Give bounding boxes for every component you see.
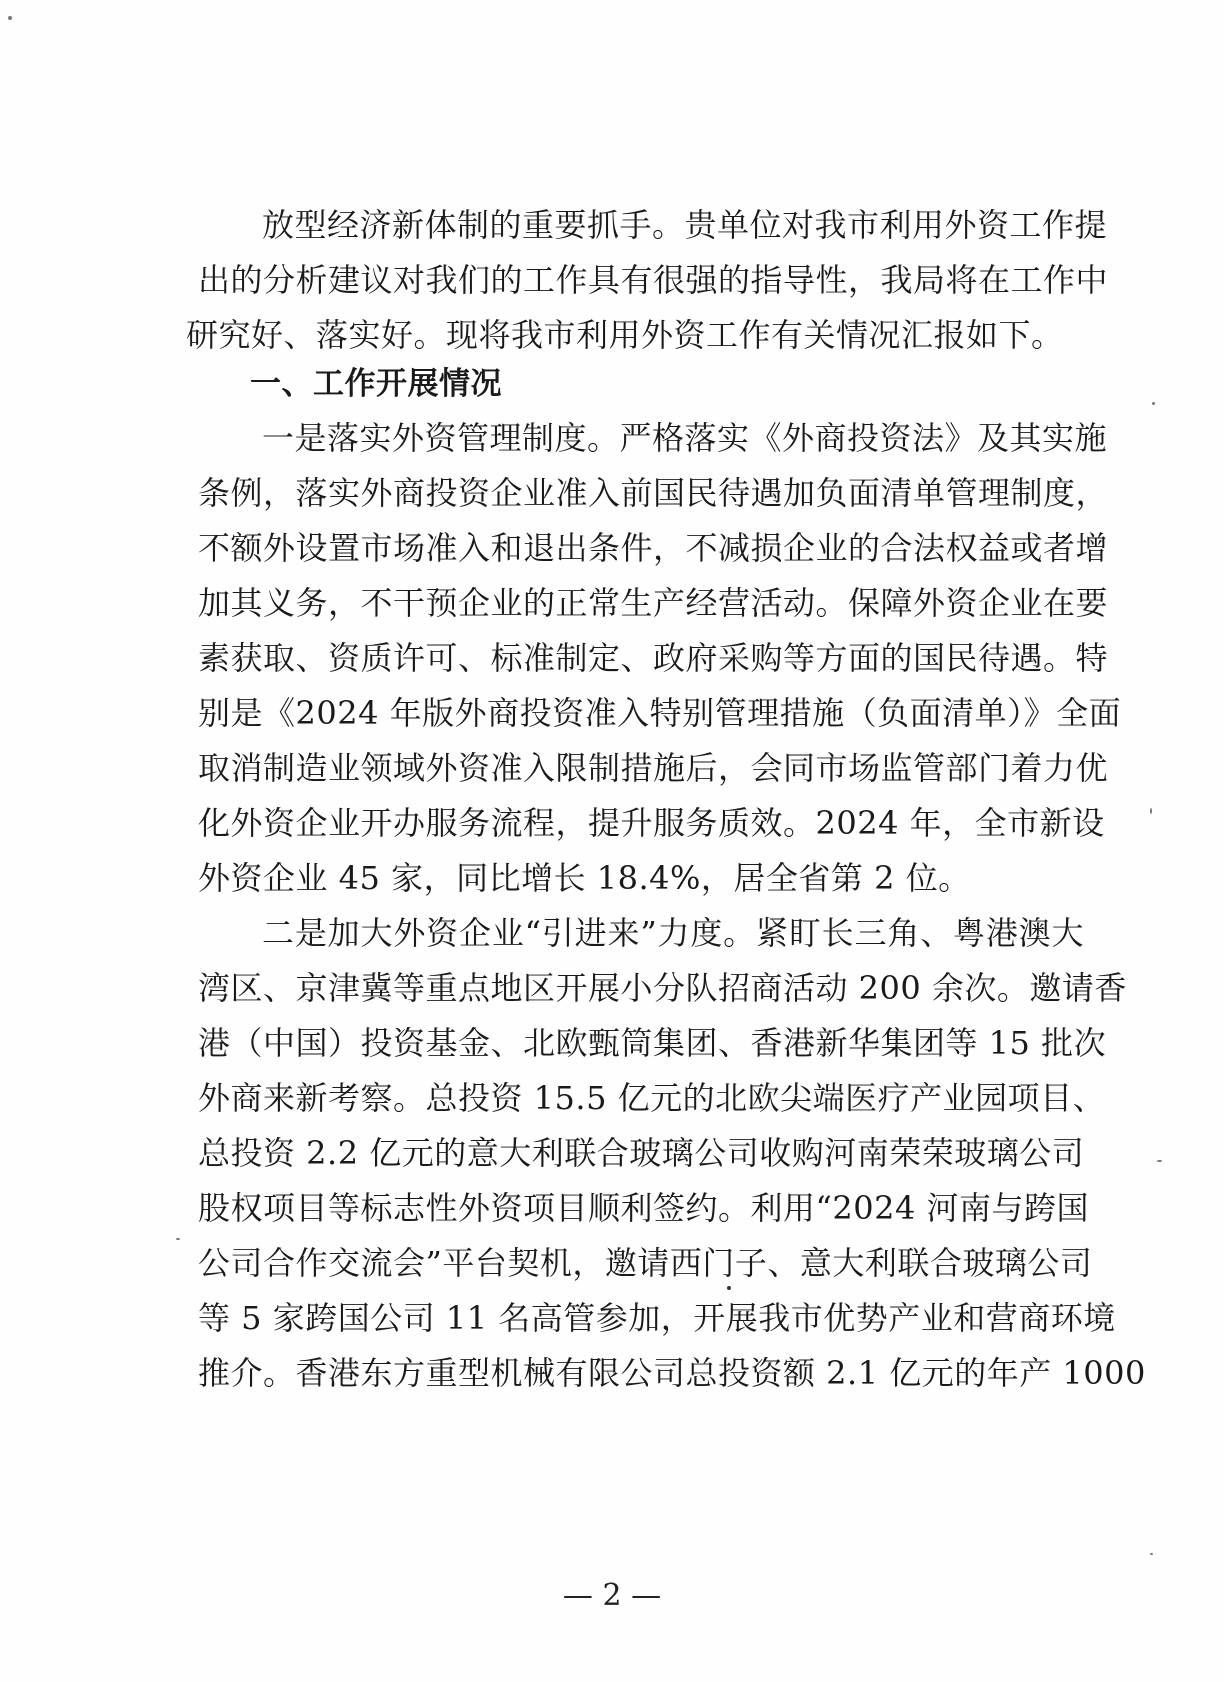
- paragraph-line: 港（中国）投资基金、北欧甄筒集团、香港新华集团等 15 批次: [198, 1024, 1107, 1062]
- paragraph-line: 条例，落实外商投资企业准入前国民待遇加负面清单管理制度，: [198, 474, 1109, 512]
- paragraph-line: 一是落实外资管理制度。严格落实《外商投资法》及其实施: [262, 419, 1108, 457]
- paragraph-line: 二是加大外资企业“引进来”力度。紧盯长三角、粤港澳大: [262, 914, 1084, 952]
- paragraph-line: 研究好、落实好。现将我市利用外资工作有关情况汇报如下。: [186, 316, 1064, 354]
- paragraph-line: 总投资 2.2 亿元的意大利联合玻璃公司收购河南荣荣玻璃公司: [198, 1134, 1085, 1172]
- paragraph-line: 加其义务，不干预企业的正常生产经营活动。保障外资企业在要: [198, 584, 1109, 622]
- scan-speck: [1157, 1160, 1162, 1162]
- paragraph-line: 推介。香港东方重型机械有限公司总投资额 2.1 亿元的年产 1000: [198, 1354, 1146, 1392]
- paragraph-line: 外资企业 45 家，同比增长 18.4%，居全省第 2 位。: [198, 859, 971, 897]
- scan-speck: [8, 16, 12, 20]
- scan-speck: [176, 1238, 180, 1240]
- paragraph-line: 化外资企业开办服务流程，提升服务质效。2024 年，全市新设: [198, 804, 1105, 842]
- paragraph-line: 素获取、资质许可、标准制定、政府采购等方面的国民待遇。特: [198, 639, 1109, 677]
- paragraph-line: 公司合作交流会”平台契机，邀请西门子、意大利联合玻璃公司: [198, 1244, 1093, 1282]
- scan-speck: [727, 1286, 731, 1290]
- paragraph-line: 放型经济新体制的重要抓手。贵单位对我市利用外资工作提: [262, 206, 1108, 244]
- scan-speck: [1150, 808, 1152, 814]
- scan-speck: [1150, 1553, 1153, 1555]
- paragraph-line: 外商来新考察。总投资 15.5 亿元的北欧尖端医疗产业园项目、: [198, 1079, 1106, 1117]
- paragraph-line: 别是《2024 年版外商投资准入特别管理措施（负面清单）》全面: [198, 694, 1122, 732]
- section-heading: 一、工作开展情况: [250, 366, 502, 402]
- paragraph-line: 出的分析建议对我们的工作具有很强的指导性，我局将在工作中: [198, 261, 1109, 299]
- paragraph-line: 取消制造业领域外资准入限制措施后，会同市场监管部门着力优: [198, 749, 1109, 787]
- scan-speck: [1152, 402, 1155, 405]
- paragraph-line: 等 5 家跨国公司 11 名高管参加，开展我市优势产业和营商环境: [198, 1299, 1116, 1337]
- paragraph-line: 不额外设置市场准入和退出条件，不减损企业的合法权益或者增: [198, 529, 1109, 567]
- paragraph-line: 股权项目等标志性外资项目顺利签约。利用“2024 河南与跨国: [198, 1189, 1089, 1227]
- page-number: — 2 —: [562, 1578, 662, 1613]
- paragraph-line: 湾区、京津冀等重点地区开展小分队招商活动 200 余次。邀请香: [198, 969, 1127, 1007]
